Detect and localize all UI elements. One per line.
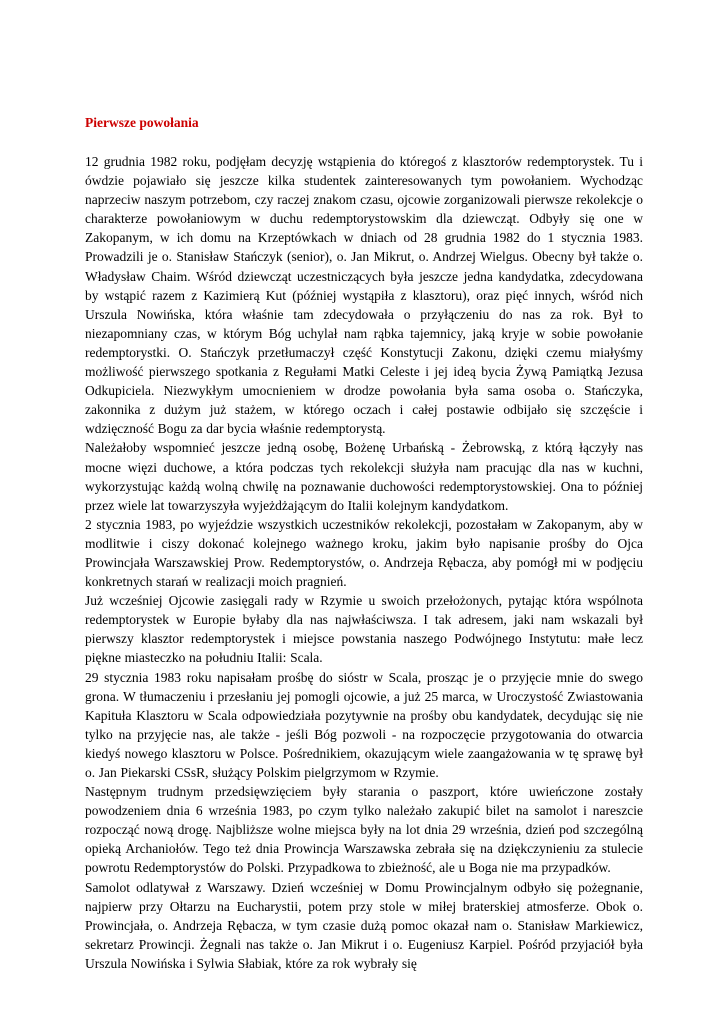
paragraph: Już wcześniej Ojcowie zasięgali rady w Rzymie u swoich przełożonych, pytając która wspólnota redemptorystek w Europie byłaby dla nas najwłaściwsza. I tak adresem, jaki nam wskazali był pierwszy klasztor redemptorystek i miejsce powstania naszego Podwójnego Instytutu: małe lecz piękne miasteczko na południu Italii: Scala. [85,593,643,666]
document-content [85,113,643,973]
paragraph: Należałoby wspomnieć jeszcze jedną osobę, Bożenę Urbańską - Żebrowską, z którą łączyły nas mocne więzi duchowe, a która podczas tych rekolekcji służyła nam pracując dla nas w kuchni, wykorzystując każdą wolną chwilę na poznawanie duchowości redemptorystowskiej. Ona to później przez wiele lat towarzyszyła wyjeżdżającym do Italii kolejnym kandydatkom. [85,440,643,513]
document-heading: Pierwsze powołania [85,115,199,130]
paragraph: Następnym trudnym przedsięwzięciem były starania o paszport, które uwieńczone zostały powodzeniem dnia 6 września 1983, po czym tylko należało zakupić bilet na samolot i nareszcie rozpocząć nową drogę. Najbliższe wolne miejsca były na lot dnia 29 września, dzień pod szczególną opieką Archaniołów. Tego też dnia Prowincja Warszawska zebrała się na dziękczynieniu za stulecie powrotu Redemptorystów do Polski. Przypadkowa to zbieżność, ale u Boga nie ma przypadków. [85,784,643,876]
paragraph: Samolot odlatywał z Warszawy. Dzień wcześniej w Domu Prowincjalnym odbyło się pożegnanie, najpierw przy Ołtarzu na Eucharystii, potem przy stole w miłej braterskiej atmosferze. Obok o. Prowincjała, o. Andrzeja Rębacza, w tym czasie dużą pomoc okazał nam o. Stanisław Markiewicz, sekretarz Prowincji. Żegnali nas także o. Jan Mikrut i o. Eugeniusz Karpiel. Pośród przyjaciół była Urszula Nowińska i Sylwia Słabiak, które za rok wybrały się [85,879,643,971]
paragraph: 2 stycznia 1983, po wyjeździe wszystkich uczestników rekolekcji, pozostałam w Zakopanym, aby w modlitwie i ciszy dokonać kolejnego ważnego kroku, jakim było napisanie prośby do Ojca Prowincjała Warszawskiej Prow. Redemptorystów, o. Andrzeja Rębacza, aby pomógł mi w podjęciu konkretnych starań w realizacji moich pragnień. [85,516,643,590]
paragraph: 29 stycznia 1983 roku napisałam prośbę do sióstr w Scala, prosząc je o przyjęcie mnie do swego grona. W tłumaczeniu i przesłaniu jej pomogli ojcowie, a już 25 marca, w Uroczystość Zwiastowania Kapituła Klasztoru w Scala odpowiedziała pozytywnie na prośby obu kandydatek, decydując się nie tylko na przyjęcie nas, ale także - jeśli Bóg pozwoli - na rozpoczęcie przygotowania do otwarcia kiedyś nowego klasztoru w Polsce. Pośrednikiem, okazującym wiele zaangażowania w tę sprawę był o. Jan Piekarski CSsR, służący Polskim pielgrzymom w Rzymie. [85,669,643,780]
paragraph: 12 grudnia 1982 roku, podjęłam decyzję wstąpienia do któregoś z klasztorów redemptorystek. Tu i ówdzie pojawiało się jeszcze kilka studentek zainteresowanych tym powołaniem. Wychodząc naprzeciw naszym potrzebom, czy raczej znakom czasu, ojcowie zorganizowali pierwsze rekolekcje o charakterze powołaniowym w duchu redemptorystowskim dla dziewcząt. Odbyły się one w Zakopanym, w ich domu na Krzeptówkach w dniach od 28 grudnia 1982 do 1 stycznia 1983. Prowadzili je o. Stanisław Stańczyk (senior), o. Jan Mikrut, o. Andrzej Wielgus. Obecny był także o. Władysław Chaim. Wśród dziewcząt uczestniczących była jeszcze jedna kandydatka, zdecydowana by wstąpić razem z Kazimierą Kut (później wystąpiła z klasztoru), oraz pięć innych, wśród nich Urszula Nowińska, która właśnie tam zdecydowała o przyłączeniu do nas za rok. Był to niezapomniany czas, w którym Bóg uchylał nam rąbka tajemnicy, jaką kryje w sobie powołanie redemptorystki. O. Stańczyk przetłumaczył część Konstytucji Zakonu, dzięki czemu miałyśmy możliwość pierwszego spotkania z Regułami Matki Celeste i jej ideą bycia Żywą Pamiątką Jezusa Odkupiciela. Niezwykłym umocnieniem w drodze powołania była sama osoba o. Stańczyka, zakonnika z dużym już stażem, w którego oczach i całej postawie odbijało się szczęście i wdzięczność Bogu za dar bycia właśnie redemptorystą. [85,154,643,437]
